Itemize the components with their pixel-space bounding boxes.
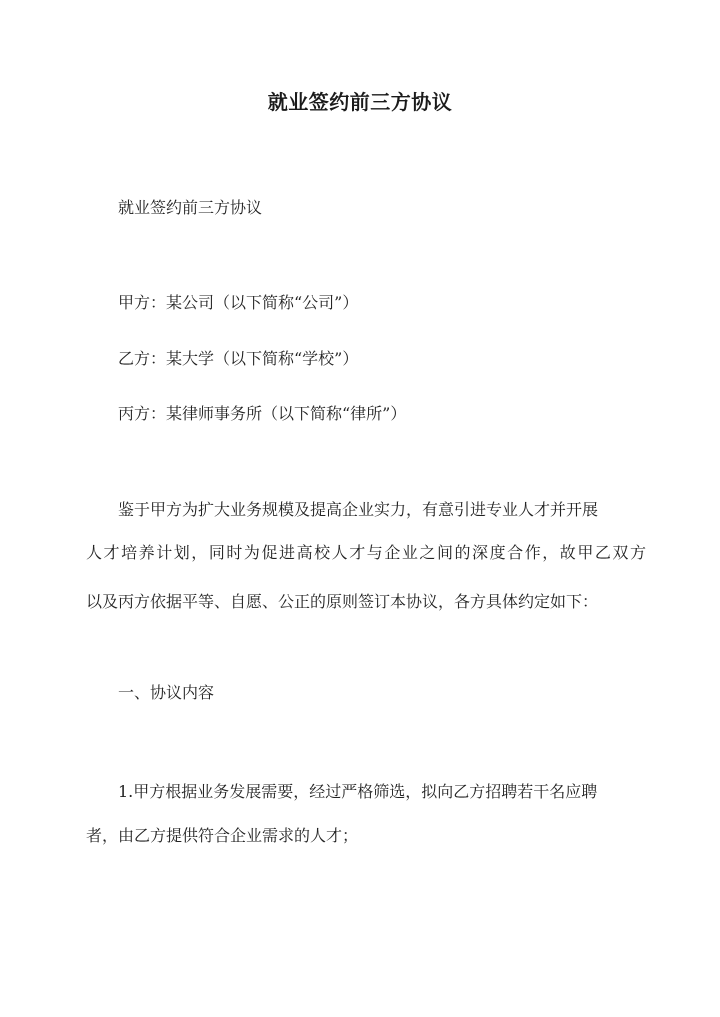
party-b-line: 乙方：某大学（以下简称“学校”） [118, 349, 359, 368]
section-heading: 一、协议内容 [118, 683, 215, 702]
preamble-line: 鉴于甲方为扩大业务规模及提高企业实力，有意引进专业人才并开展 [118, 500, 599, 519]
preamble-line: 人才培养计划，同时为促进高校人才与企业之间的深度合作，故甲乙双方 [86, 543, 646, 562]
document-title: 就业签约前三方协议 [267, 90, 453, 114]
clause-line: 者，由乙方提供符合企业需求的人才； [86, 826, 359, 845]
document-subtitle: 就业签约前三方协议 [118, 198, 263, 217]
party-a-line: 甲方：某公司（以下简称“公司”） [118, 293, 359, 312]
clause-line: 1.甲方根据业务发展需要，经过严格筛选，拟向乙方招聘若干名应聘 [118, 782, 598, 801]
preamble-line: 以及丙方依据平等、自愿、公正的原则签订本协议，各方具体约定如下： [86, 592, 599, 611]
party-c-line: 丙方：某律师事务所（以下简称“律所”） [118, 404, 407, 423]
